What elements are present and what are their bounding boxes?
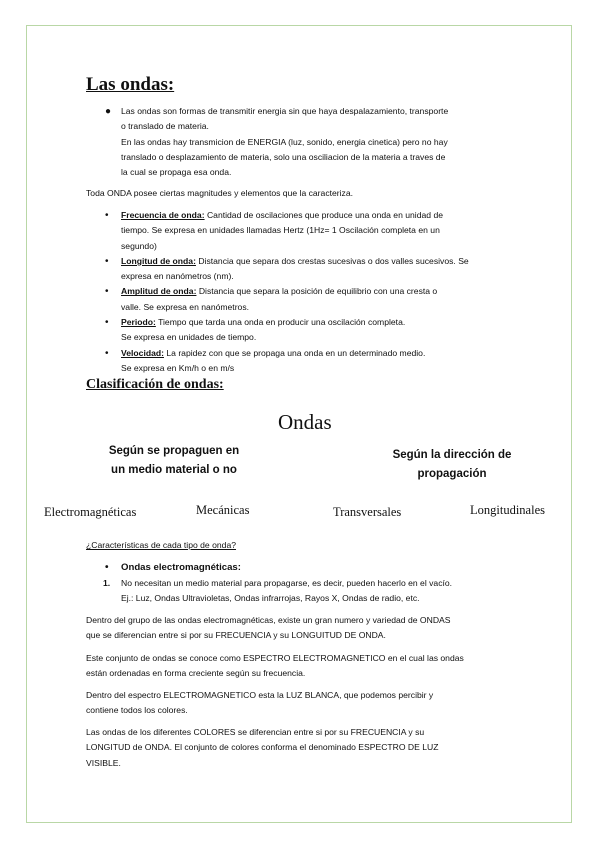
item-line: No necesitan un medio material para propagarse, es decir, pueden hacerlo en el vacío. bbox=[121, 578, 453, 588]
definition-text: Cantidad de oscilaciones que produce una onda en unidad de bbox=[204, 210, 444, 220]
list-item bbox=[105, 284, 541, 315]
term-label: Periodo: bbox=[121, 317, 156, 328]
group-label: un medio material o no bbox=[111, 464, 237, 476]
paragraph-line: Dentro del grupo de las ondas electromagnéticas, existe un gran numero y variedad de ONDAS bbox=[86, 615, 451, 625]
definition-text: Distancia que separa dos crestas sucesivas o dos valles sucesivos. Se bbox=[195, 255, 469, 266]
definition-text: Distancia que separa la posición de equilibrio con una cresta o bbox=[196, 286, 438, 297]
em-numbered-item bbox=[103, 576, 541, 607]
bullet-icon: • bbox=[105, 562, 109, 573]
diagram-leaf: Longitudinales bbox=[470, 503, 545, 517]
group-label: Según se propaguen en bbox=[108, 445, 240, 457]
group-label: Según la dirección de bbox=[392, 449, 512, 461]
definition-text: Tiempo que tarda una onda en producir una oscilación completa. bbox=[155, 317, 406, 328]
bullet-icon: • bbox=[105, 317, 109, 329]
bullet-icon: • bbox=[105, 286, 109, 298]
definition-text: Se expresa en unidades de tiempo. bbox=[121, 332, 257, 343]
term-label: Frecuencia de onda: bbox=[121, 210, 205, 220]
paragraph bbox=[86, 613, 516, 644]
bullet-icon: • bbox=[105, 347, 109, 359]
definition-text: Se expresa en Km/h o en m/s bbox=[121, 362, 235, 373]
bullet-icon: • bbox=[105, 210, 109, 221]
paragraph bbox=[86, 725, 516, 771]
em-heading bbox=[105, 560, 241, 575]
definition-text: valle. Se expresa en nanómetros. bbox=[121, 301, 250, 312]
em-heading-text: Ondas electromagnéticas: bbox=[121, 562, 241, 573]
item-line: Ej.: Luz, Ondas Ultravioletas, Ondas infrarrojas, Rayos X, Ondas de radio, etc. bbox=[121, 593, 420, 604]
paragraph-line: VISIBLE. bbox=[86, 757, 121, 768]
diagram-leaf: Mecánicas bbox=[196, 503, 250, 517]
diagram-group-right bbox=[370, 446, 534, 484]
paragraph-line: Dentro del espectro ELECTROMAGNETICO esta la LUZ BLANCA, que podemos percibir y bbox=[86, 690, 434, 700]
bullet-icon: ● bbox=[105, 106, 112, 117]
intro-line: o translado de materia. bbox=[121, 121, 209, 132]
term-label: Longitud de onda: bbox=[121, 255, 196, 266]
paragraph-line: Las ondas de los diferentes COLORES se diferencian entre si por su FRECUENCIA y su bbox=[86, 727, 425, 737]
intro-line: translado o desplazamiento de materia, solo una osciliacion de la materia a traves de bbox=[121, 151, 446, 162]
magnitudes-list bbox=[105, 208, 541, 376]
list-item bbox=[105, 346, 541, 377]
definition-text: expresa en nanómetros (nm). bbox=[121, 271, 234, 282]
diagram-leaf: Transversales bbox=[333, 505, 402, 519]
paragraph-line: contiene todos los colores. bbox=[86, 705, 188, 716]
item-number: 1. bbox=[103, 578, 111, 588]
list-item bbox=[105, 208, 541, 254]
list-item bbox=[105, 315, 541, 346]
intro-line: la cual se propaga esa onda. bbox=[121, 167, 232, 178]
term-label: Amplitud de onda: bbox=[121, 286, 197, 297]
diagram-group-left bbox=[86, 442, 262, 480]
list-item bbox=[105, 254, 541, 285]
definition-text: La rapidez con que se propaga una onda en un determinado medio. bbox=[163, 347, 426, 358]
diagram-root: Ondas bbox=[278, 410, 332, 434]
page-title: Las ondas: bbox=[86, 74, 175, 95]
intro-bullet bbox=[105, 104, 541, 180]
intro-line: Las ondas son formas de transmitir energia sin que haya despalazamiento, transporte bbox=[121, 106, 449, 116]
bullet-icon: • bbox=[105, 255, 109, 267]
paragraph-line: LONGITUD de ONDA. El conjunto de colores conforma el denominado ESPECTRO DE LUZ bbox=[86, 742, 439, 753]
intro-line: En las ondas hay transmicion de ENERGIA (luz, sonido, energia cinetica) pero no hay bbox=[121, 136, 448, 147]
paragraph-line: que se diferencian entre si por su FRECUENCIA y su LONGUITUD DE ONDA. bbox=[86, 630, 386, 641]
paragraph-line: Este conjunto de ondas se conoce como ESPECTRO ELECTROMAGNETICO en el cual las ondas bbox=[86, 653, 464, 663]
paragraph-line: están ordenadas en forma creciente según su frecuencia. bbox=[86, 668, 306, 679]
diagram-leaf: Electromagnéticas bbox=[44, 505, 137, 519]
group-label: propagación bbox=[417, 468, 487, 480]
term-label: Velocidad: bbox=[121, 347, 164, 358]
paragraph bbox=[86, 651, 516, 682]
definition-text: segundo) bbox=[121, 240, 157, 251]
definition-text: tiempo. Se expresa en unidades llamadas Hertz (1Hz= 1 Oscilación completa en un bbox=[121, 225, 440, 236]
magnitudes-intro: Toda ONDA posee ciertas magnitudes y elementos que la caracteriza. bbox=[86, 188, 354, 198]
paragraph bbox=[86, 688, 516, 719]
classification-title: Clasificación de ondas: bbox=[86, 377, 224, 392]
question-heading: ¿Características de cada tipo de onda? bbox=[86, 540, 237, 550]
